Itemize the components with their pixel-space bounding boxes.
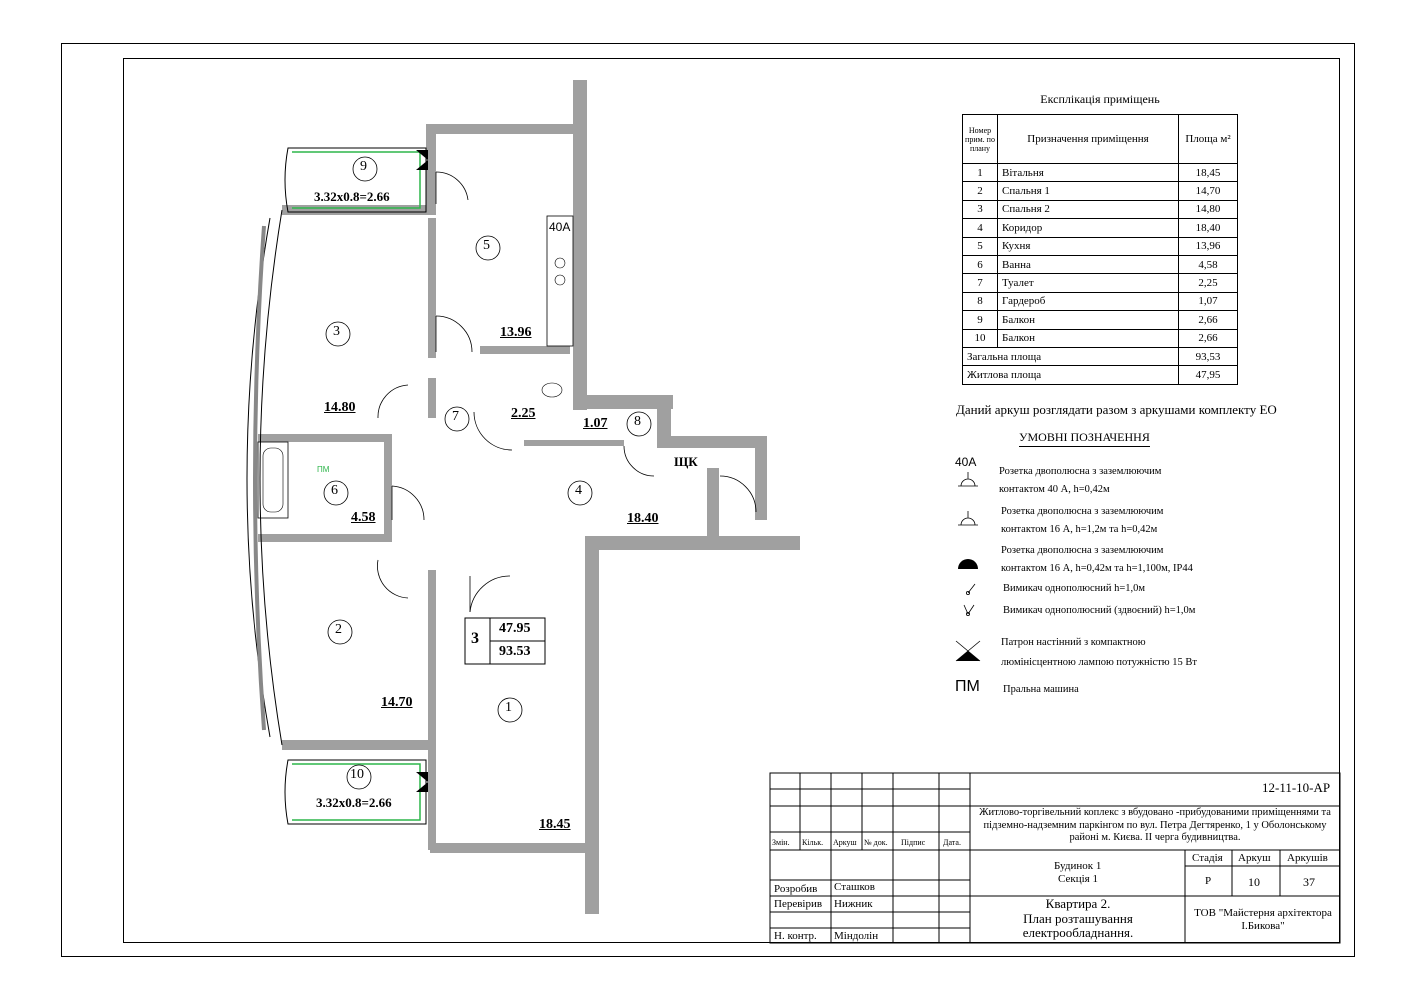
table-row: 8 Гардероб 1,07 bbox=[963, 292, 1238, 310]
area-room-1: 18.45 bbox=[539, 817, 571, 832]
living-row: Житлова площа 47,95 bbox=[963, 366, 1238, 384]
legend-socket-40a: Розетка двополюсна з заземлюючим контактом 40 А, h=0,42м bbox=[999, 466, 1162, 495]
summary-rooms: 3 bbox=[471, 630, 479, 647]
room-number-10: 10 bbox=[350, 767, 364, 782]
legend-washer: Пральна машина bbox=[1003, 684, 1079, 695]
stamp-building: Будинок 1 bbox=[1054, 860, 1102, 872]
table-row: 5 Кухня 13,96 bbox=[963, 237, 1238, 255]
area-room-7: 2.25 bbox=[511, 406, 536, 421]
stamp-sheet-header: Аркуш bbox=[1238, 852, 1271, 864]
washer-label: ПМ bbox=[317, 465, 330, 474]
area-room-2: 14.70 bbox=[381, 695, 413, 710]
stamp-col-date: Дата. bbox=[943, 838, 961, 847]
table-row: 4 Коридор 18,40 bbox=[963, 219, 1238, 237]
table-row: 1 Вітальня 18,45 bbox=[963, 164, 1238, 182]
table-row: 9 Балкон 2,66 bbox=[963, 311, 1238, 329]
table-row: 3 Спальня 2 14,80 bbox=[963, 200, 1238, 218]
explication-title: Експлікація приміщень bbox=[1040, 92, 1160, 106]
socket-40a-label: 40А bbox=[549, 220, 571, 234]
stamp-code: 12-11-10-АР bbox=[1262, 780, 1331, 795]
room-number-9: 9 bbox=[360, 159, 367, 174]
legend-washer-mark: ПМ bbox=[955, 678, 980, 695]
table-row: 10 Балкон 2,66 bbox=[963, 329, 1238, 347]
area-room-5: 13.96 bbox=[500, 325, 532, 340]
legend-40a-mark: 40А bbox=[955, 455, 977, 469]
legend-switch-double: Вимикач однополюсний (здвоєний) h=1,0м bbox=[1003, 605, 1196, 616]
area-room-8: 1.07 bbox=[583, 416, 608, 431]
total-row: Загальна площа 93,53 bbox=[963, 347, 1238, 365]
room-number-8: 8 bbox=[634, 414, 641, 429]
header-purpose: Призначення приміщення bbox=[998, 115, 1179, 164]
stamp-col-count: Кільк. bbox=[802, 838, 824, 847]
area-room-4: 18.40 bbox=[627, 511, 659, 526]
summary-total: 93.53 bbox=[499, 644, 531, 659]
table-row: 6 Ванна 4,58 bbox=[963, 255, 1238, 273]
stamp-company: ТОВ "Майстерня архітектора І.Бикова" bbox=[1194, 907, 1332, 932]
stamp-stage-header: Стадія bbox=[1192, 852, 1223, 864]
stamp-sheets-header: Аркушів bbox=[1287, 852, 1328, 864]
stamp-col-sign: Підпис bbox=[901, 838, 926, 847]
room-number-7: 7 bbox=[452, 409, 459, 424]
balcony-formula-bottom: 3.32x0.8=2.66 bbox=[316, 795, 392, 810]
table-row: 7 Туалет 2,25 bbox=[963, 274, 1238, 292]
room-number-1: 1 bbox=[505, 700, 512, 715]
header-number: Номер прим. по плану bbox=[963, 115, 998, 164]
legend-socket-16a: Розетка двополюсна з заземлюючим контактом 16 А, h=1,2м та h=0,42м bbox=[1001, 506, 1164, 535]
legend-socket-ip44: Розетка двополюсна з заземлюючим контактом 16 А, h=0,42м та h=1,100м, IP44 bbox=[1001, 545, 1193, 574]
stamp-stage: Р bbox=[1205, 875, 1212, 887]
stamp-person: Міндолін bbox=[834, 930, 879, 942]
table-row: 2 Спальня 1 14,70 bbox=[963, 182, 1238, 200]
stamp-person: Нижник bbox=[834, 898, 873, 910]
legend-lamp: Патрон настінний з компактною люмінісцентною лампою потужністю 15 Вт bbox=[1001, 637, 1197, 668]
stamp-sheet: 10 bbox=[1248, 875, 1260, 889]
room-number-4: 4 bbox=[575, 483, 582, 498]
area-room-6: 4.58 bbox=[351, 510, 376, 525]
stamp-col-doc: № док. bbox=[864, 838, 888, 847]
balcony-formula-top: 3.32x0.8=2.66 bbox=[314, 189, 390, 204]
room-number-2: 2 bbox=[335, 622, 342, 637]
stamp-sheets: 37 bbox=[1303, 875, 1315, 889]
stamp-section: Секція 1 bbox=[1058, 873, 1098, 885]
legend-title: УМОВНІ ПОЗНАЧЕННЯ bbox=[1019, 430, 1150, 447]
sheet-note: Даний аркуш розглядати разом з аркушами комплекту ЕО bbox=[956, 402, 1277, 417]
stamp-role: Перевірив bbox=[774, 898, 823, 910]
stamp-sheet-title: Квартира 2. План розташування електрообладнання. bbox=[1022, 896, 1134, 940]
room-number-3: 3 bbox=[333, 324, 340, 339]
stamp-description: Житлово-торгівельний коплекс з вбудовано -прибудованими приміщеннями та підземно-надземним паркінгом по вул. Петра Дегтяренко, 1 у Оболонському районі м. Києва. ІІ черга будивництва. bbox=[979, 807, 1331, 843]
legend-switch-single: Вимикач однополюсний h=1,0м bbox=[1003, 583, 1146, 594]
stamp-role: Н. контр. bbox=[774, 930, 817, 942]
panel-label: ЩК bbox=[674, 454, 698, 469]
room-number-5: 5 bbox=[483, 238, 490, 253]
stamp-role: Розробив bbox=[774, 883, 818, 895]
stamp-col-sheet: Аркуш bbox=[833, 838, 857, 847]
area-room-3: 14.80 bbox=[324, 400, 356, 415]
room-number-6: 6 bbox=[331, 483, 338, 498]
header-area: Площа м² bbox=[1179, 115, 1238, 164]
summary-living: 47.95 bbox=[499, 621, 531, 636]
stamp-person: Сташков bbox=[834, 881, 875, 893]
stamp-col-changes: Змін. bbox=[772, 838, 790, 847]
